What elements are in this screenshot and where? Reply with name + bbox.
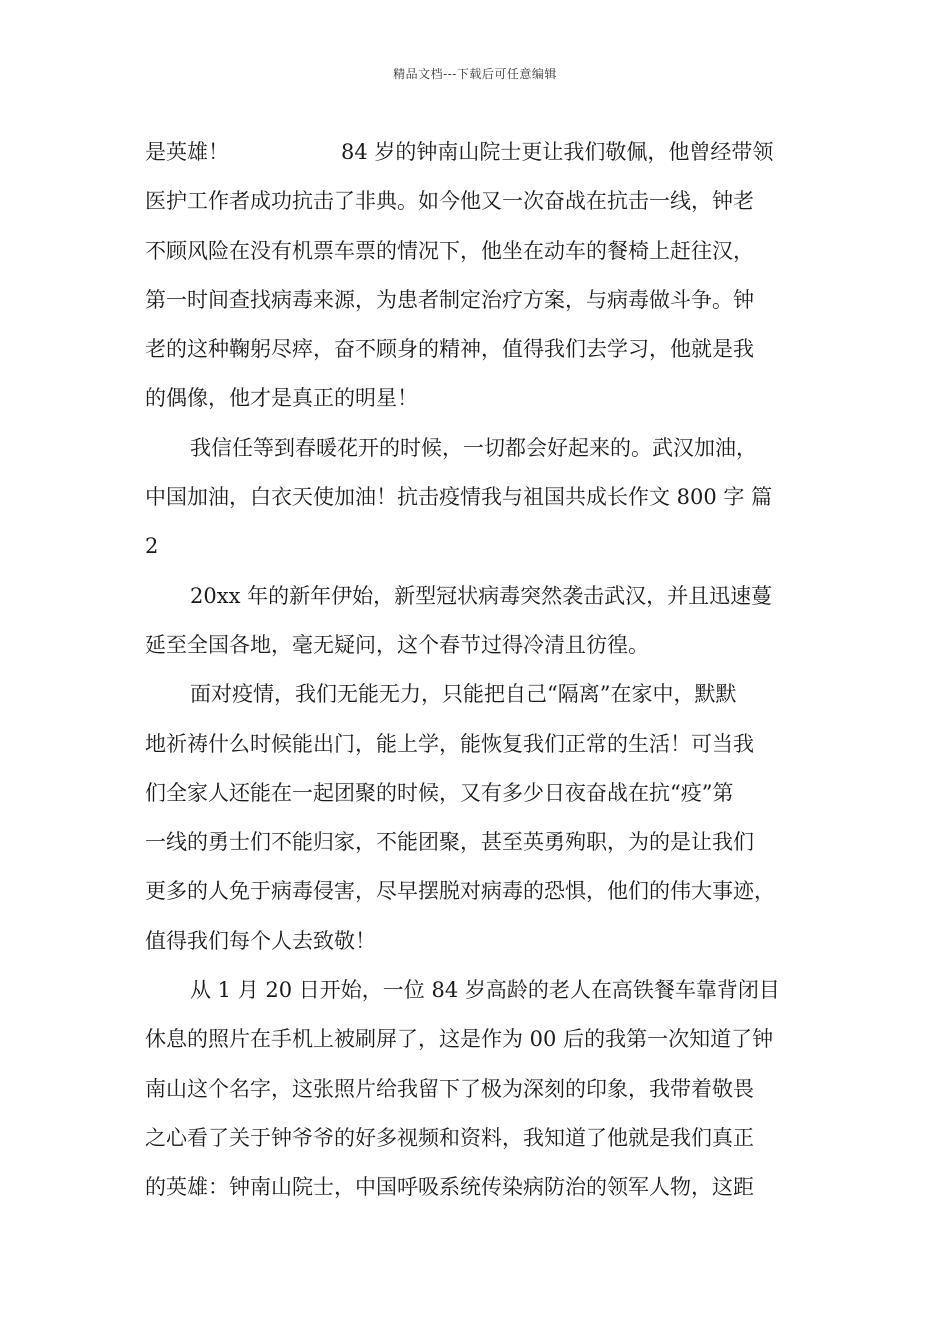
text-line: 老的这种鞠躬尽瘁，奋不顾身的精神，值得我们去学习，他就是我 (145, 337, 754, 362)
text-line: 延至全国各地，毫无疑问，这个春节过得冷清且彷徨。 (145, 632, 649, 657)
text-line: 更多的人免于病毒侵害，尽早摆脱对病毒的恐惧，他们的伟大事迹， (145, 879, 775, 904)
text-line: 的偶像，他才是真正的明星！ (145, 386, 418, 411)
text-line: 们全家人还能在一起团聚的时候，又有多少日夜奋战在抗“疫”第 (145, 780, 734, 805)
text-line: 一线的勇士们不能归家，不能团聚，甚至英勇殉职，为的是让我们 (145, 830, 754, 855)
text-line: 地祈祷什么时候能出门，能上学，能恢复我们正常的生活！可当我 (145, 731, 754, 756)
text-line: 不顾风险在没有机票车票的情况下，他坐在动车的餐椅上赶往汉， (145, 238, 754, 263)
body-text (145, 128, 825, 1213)
text-line: 休息的照片在手机上被刷屏了，这是作为 00 后的我第一次知道了钟 (145, 1027, 774, 1052)
page-header: 精品文档---下载后可任意编辑 (393, 67, 557, 81)
text-line: 我信任等到春暖花开的时候，一切都会好起来的。武汉加油， (190, 435, 757, 460)
text-line: 面对疫情，我们无能无力，只能把自己“隔离”在家中，默默 (190, 682, 737, 707)
text-line: 南山这个名字，这张照片给我留下了极为深刻的印象，我带着敬畏 (145, 1076, 754, 1101)
text-fragment: 84 岁的钟南山院士更让我们敬佩，他曾经带领 (341, 140, 774, 164)
text-line: 20xx 年的新年伊始，新型冠状病毒突然袭击武汉，并且迅速蔓 (190, 583, 773, 608)
text-line: 之心看了关于钟爷爷的好多视频和资料，我知道了他就是我们真正 (145, 1125, 754, 1150)
text-line: 的英雄：钟南山院士，中国呼吸系统传染病防治的领军人物，这距 (145, 1175, 754, 1200)
text-line: 从 1 月 20 日开始，一位 84 岁高龄的老人在高铁餐车靠背闭目 (190, 978, 780, 1003)
text-line: 2 (145, 534, 159, 559)
text-fragment: 是英雄！ (145, 140, 229, 164)
text-line (145, 128, 825, 177)
text-line: 第一时间查找病毒来源，为患者制定治疗方案，与病毒做斗争。钟 (145, 287, 754, 312)
text-line: 中国加油，白衣天使加油！抗击疫情我与祖国共成长作文 800 字 篇 (145, 485, 773, 510)
text-line: 医护工作者成功抗击了非典。如今他又一次奋战在抗击一线，钟老 (145, 189, 754, 214)
text-line: 值得我们每个人去致敬！ (145, 928, 376, 953)
